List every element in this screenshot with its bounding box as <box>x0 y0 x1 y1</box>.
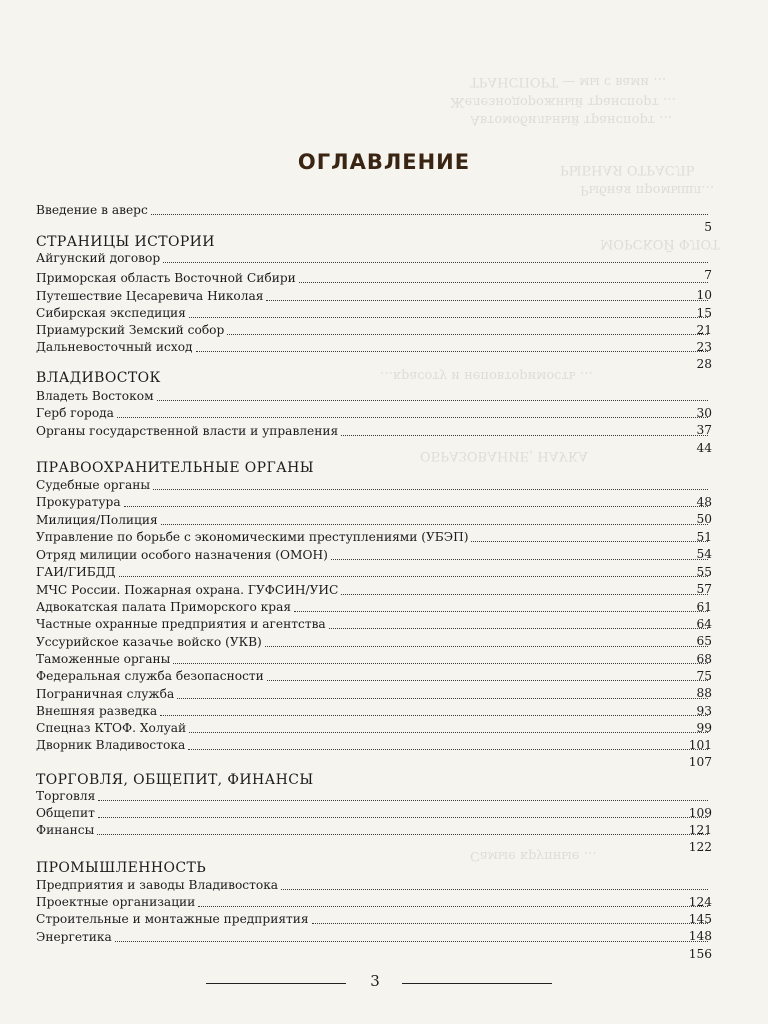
dot-leader <box>331 559 708 560</box>
toc-entry-label: Предприятия и заводы Владивостока <box>36 878 279 892</box>
toc-entry-label: ГАИ/ГИБДД <box>36 565 116 579</box>
dot-leader <box>173 663 708 664</box>
toc-section-title: ПРОМЫШЛЕННОСТЬ <box>36 860 207 876</box>
toc-entry-page: 51 <box>696 530 712 544</box>
footer-rule-left <box>206 983 346 984</box>
toc-entry-label: Внешняя разведка <box>36 704 158 718</box>
toc-entry-label: Прокуратура <box>36 495 121 509</box>
toc-entry-label: Адвокатская палата Приморского края <box>36 600 292 614</box>
toc-entry-page: 37 <box>696 423 712 437</box>
toc-entry-page: 48 <box>696 495 712 509</box>
dot-leader <box>151 214 708 215</box>
toc-entry-label: Отряд милиции особого назначения (ОМОН) <box>36 548 328 562</box>
toc-entry-page: 54 <box>696 547 712 561</box>
footer-rule-right <box>402 983 552 984</box>
toc-entry-page: 65 <box>696 634 712 648</box>
dot-leader <box>312 923 708 924</box>
toc-entry-label: Приморская область Восточной Сибири <box>36 271 296 285</box>
dot-leader <box>281 889 708 890</box>
toc-entry-label: Торговля <box>36 789 96 803</box>
toc-entry-label: Частные охранные предприятия и агентства <box>36 617 326 631</box>
toc-entry-page: 28 <box>696 357 712 371</box>
toc-entry-page: 124 <box>688 895 712 909</box>
dot-leader <box>198 906 708 907</box>
toc-entry-label: Дворник Владивостока <box>36 738 186 752</box>
toc-entry-page: 99 <box>696 721 712 735</box>
toc-entry-label: Пограничная служба <box>36 687 175 701</box>
dot-leader <box>97 834 708 835</box>
toc-entry-label: Проектные организации <box>36 895 196 909</box>
toc-entry-page: 5 <box>704 220 712 234</box>
toc-entry-label: Общепит <box>36 806 95 820</box>
toc-entry-page: 68 <box>696 652 712 666</box>
toc-entry-label: МЧС России. Пожарная охрана. ГУФСИН/УИС <box>36 583 339 597</box>
toc-entry-label: Таможенные органы <box>36 652 171 666</box>
toc-entry-page: 145 <box>688 912 712 926</box>
toc-entry-label: Федеральная служба безопасности <box>36 669 264 683</box>
toc-entry-label: Энергетика <box>36 930 112 944</box>
dot-leader <box>471 541 708 542</box>
toc-entry-page: 30 <box>696 406 712 420</box>
dot-leader <box>266 300 708 301</box>
toc-entry-page: 55 <box>696 565 712 579</box>
dot-leader <box>188 749 708 750</box>
dot-leader <box>160 715 708 716</box>
toc-entry-label: Дальневосточный исход <box>36 340 193 354</box>
dot-leader <box>299 282 708 283</box>
toc-entry-page: 75 <box>696 669 712 683</box>
toc-section-title: ПРАВООХРАНИТЕЛЬНЫЕ ОРГАНЫ <box>36 460 314 476</box>
dot-leader <box>189 732 708 733</box>
toc-entry-page: 50 <box>696 512 712 526</box>
toc-heading: ОГЛАВЛЕНИЕ <box>297 150 471 174</box>
toc-entry-label: Айгунский договор <box>36 251 161 265</box>
dot-leader <box>227 334 708 335</box>
toc-entry-page: 15 <box>696 306 712 320</box>
dot-leader <box>124 506 708 507</box>
toc-entry-label: Органы государственной власти и управления <box>36 424 339 438</box>
toc-entry-label: Сибирская экспедиция <box>36 306 186 320</box>
dot-leader <box>196 351 708 352</box>
dot-leader <box>161 524 708 525</box>
dot-leader <box>177 698 708 699</box>
toc-entry-page: 101 <box>688 738 712 752</box>
dot-leader <box>98 800 708 801</box>
toc-entry-page: 57 <box>696 582 712 596</box>
toc-entry-page: 156 <box>688 947 712 961</box>
toc-entry-page: 88 <box>696 686 712 700</box>
toc-entry-page: 148 <box>688 929 712 943</box>
toc-entry-label: Финансы <box>36 823 95 837</box>
toc-entry-label: Судебные органы <box>36 478 151 492</box>
dot-leader <box>163 262 708 263</box>
toc-entry-page: 23 <box>696 340 712 354</box>
dot-leader <box>115 941 708 942</box>
toc-entry-page: 122 <box>688 840 712 854</box>
dot-leader <box>329 628 708 629</box>
toc-entry-page: 44 <box>696 441 712 455</box>
dot-leader <box>265 646 708 647</box>
toc-entry-label: Приамурский Земский собор <box>36 323 225 337</box>
toc-entry-label: Владеть Востоком <box>36 389 154 403</box>
toc-entry-label: Управление по борьбе с экономическими преступлениями (УБЭП) <box>36 530 469 544</box>
dot-leader <box>294 611 708 612</box>
dot-leader <box>267 680 708 681</box>
toc-entry-page: 61 <box>696 600 712 614</box>
dot-leader <box>119 576 708 577</box>
dot-leader <box>153 489 708 490</box>
toc-entry-page: 93 <box>696 704 712 718</box>
toc-section-title: ВЛАДИВОСТОК <box>36 370 161 386</box>
page-number: 3 <box>370 972 380 990</box>
toc-section-title: СТРАНИЦЫ ИСТОРИИ <box>36 234 215 250</box>
toc-entry-label: Путешествие Цесаревича Николая <box>36 289 264 303</box>
dot-leader <box>157 400 708 401</box>
toc-entry-page: 107 <box>688 755 712 769</box>
dot-leader <box>341 435 708 436</box>
dot-leader <box>341 594 708 595</box>
dot-leader <box>98 817 708 818</box>
dot-leader <box>117 417 708 418</box>
toc-entry-page: 10 <box>696 288 712 302</box>
toc-entry-label: Строительные и монтажные предприятия <box>36 912 309 926</box>
toc-section-title: ТОРГОВЛЯ, ОБЩЕПИТ, ФИНАНСЫ <box>36 772 314 788</box>
toc-entry-page: 64 <box>696 617 712 631</box>
toc-entry-label: Милиция/Полиция <box>36 513 158 527</box>
toc-entry-page: 109 <box>688 806 712 820</box>
toc-entry-label: Уссурийское казачье войско (УКВ) <box>36 635 262 649</box>
toc-entry-label: Введение в аверс <box>36 203 148 217</box>
toc-entry-page: 7 <box>704 268 712 282</box>
dot-leader <box>189 317 708 318</box>
toc-entry-page: 121 <box>688 823 712 837</box>
toc-entry-page: 21 <box>696 323 712 337</box>
toc-entry-label: Спецназ КТОФ. Холуай <box>36 721 187 735</box>
toc-entry-label: Герб города <box>36 406 114 420</box>
